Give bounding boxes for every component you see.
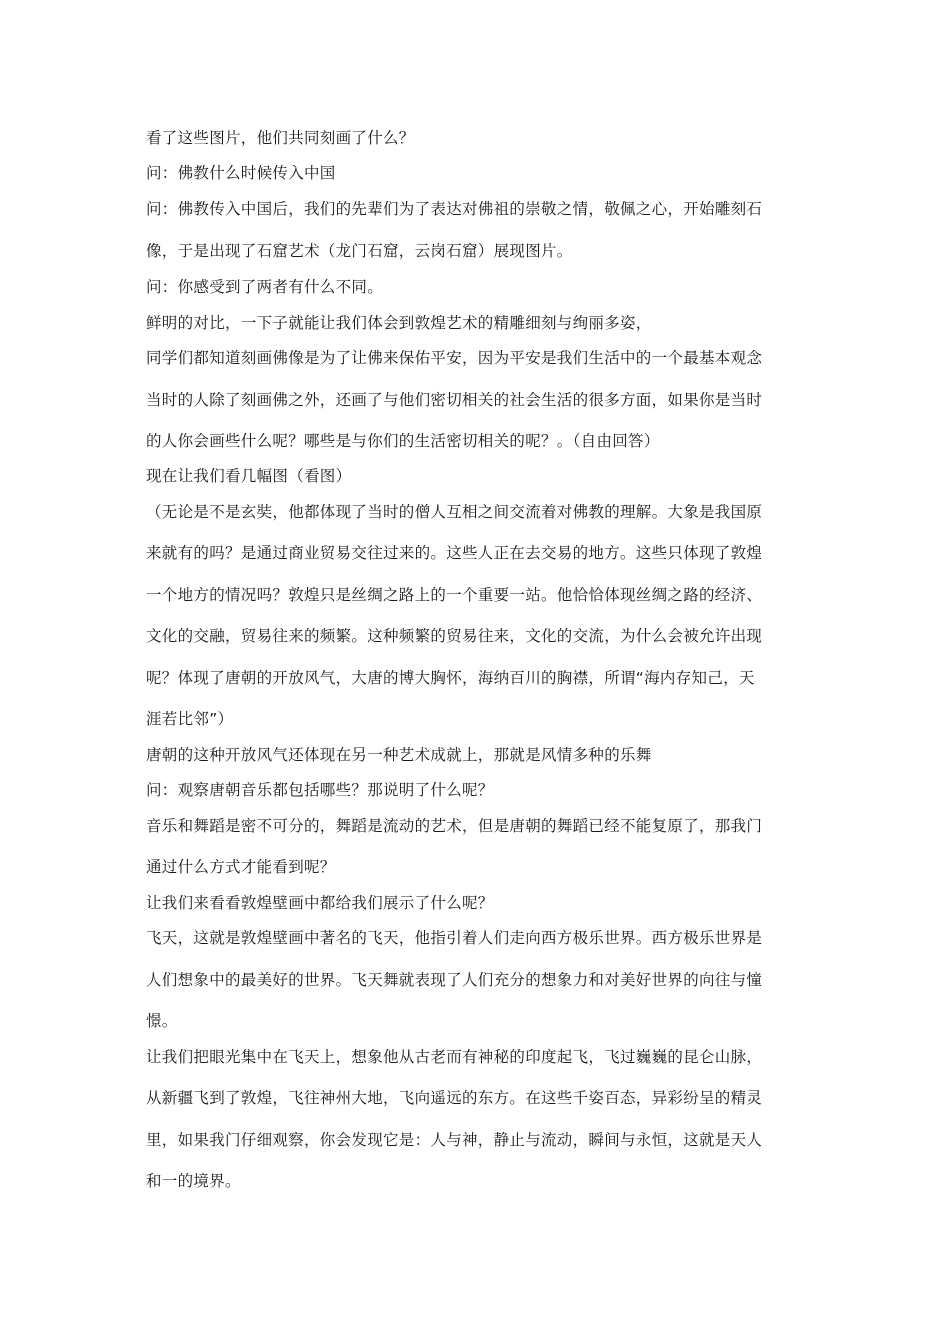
text-line: 从新疆飞到了敦煌，飞往神州大地，飞向遥远的东方。在这些千姿百态，异彩纷呈的精灵 [146, 1089, 763, 1107]
text-line: 的人你会画些什么呢？哪些是与你们的生活密切相关的呢？。（自由回答） [146, 432, 660, 450]
text-line: 一个地方的情况吗？敦煌只是丝绸之路上的一个重要一站。他恰恰体现丝绸之路的经济、 [146, 586, 763, 604]
text-line: 问：观察唐朝音乐都包括哪些？那说明了什么呢？ [146, 781, 494, 799]
text-line: 像，于是出现了石窟艺术（龙门石窟，云岗石窟）展现图片。 [146, 242, 573, 260]
text-line: 让我们把眼光集中在飞天上，想象他从古老而有神秘的印度起飞，飞过巍巍的昆仑山脉， [146, 1048, 763, 1066]
text-line: 文化的交融，贸易往来的频繁。这种频繁的贸易往来，文化的交流，为什么会被允许出现 [146, 627, 763, 645]
text-line: 看了这些图片，他们共同刻画了什么？ [146, 129, 415, 147]
text-line: 里，如果我门仔细观察，你会发现它是：人与神，静止与流动，瞬间与永恒，这就是天人 [146, 1131, 763, 1149]
text-line: 呢？体现了唐朝的开放风气，大唐的博大胸怀，海纳百川的胸襟，所谓“海内存知己，天 [146, 669, 755, 687]
text-line: 当时的人除了刻画佛之外，还画了与他们密切相关的社会生活的很多方面，如果你是当时 [146, 391, 763, 409]
text-line: 唐朝的这种开放风气还体现在另一种艺术成就上，那就是风情多种的乐舞 [146, 746, 652, 764]
text-line: 鲜明的对比，一下子就能让我们体会到敦煌艺术的精雕细刻与绚丽多姿， [146, 314, 652, 332]
text-line: 飞天，这就是敦煌壁画中著名的飞天，他指引着人们走向西方极乐世界。西方极乐世界是 [146, 929, 763, 947]
text-line: 来就有的吗？是通过商业贸易交往过来的。这些人正在去交易的地方。这些只体现了敦煌 [146, 544, 763, 562]
text-line: 现在让我们看几幅图（看图） [146, 467, 352, 485]
text-line: 憬。 [146, 1012, 178, 1030]
text-line: 让我们来看看敦煌壁画中都给我们展示了什么呢？ [146, 894, 494, 912]
text-line: （无论是不是玄奘，他都体现了当时的僧人互相之间交流着对佛教的理解。大象是我国原 [146, 503, 763, 521]
text-line: 通过什么方式才能看到呢？ [146, 858, 336, 876]
text-line: 涯若比邻”） [146, 710, 234, 728]
text-line: 音乐和舞蹈是密不可分的，舞蹈是流动的艺术，但是唐朝的舞蹈已经不能复原了，那我门 [146, 817, 763, 835]
text-line: 同学们都知道刻画佛像是为了让佛来保佑平安，因为平安是我们生活中的一个最基本观念 [146, 349, 763, 367]
text-line: 和一的境界。 [146, 1172, 241, 1190]
text-line: 问：佛教传入中国后，我们的先辈们为了表达对佛祖的崇敬之情，敬佩之心，开始雕刻石 [146, 200, 763, 218]
text-line: 问：佛教什么时候传入中国 [146, 164, 336, 182]
text-line: 问：你感受到了两者有什么不同。 [146, 278, 384, 296]
text-line: 人们想象中的最美好的世界。飞天舞就表现了人们充分的想象力和对美好世界的向往与憧 [146, 971, 763, 989]
